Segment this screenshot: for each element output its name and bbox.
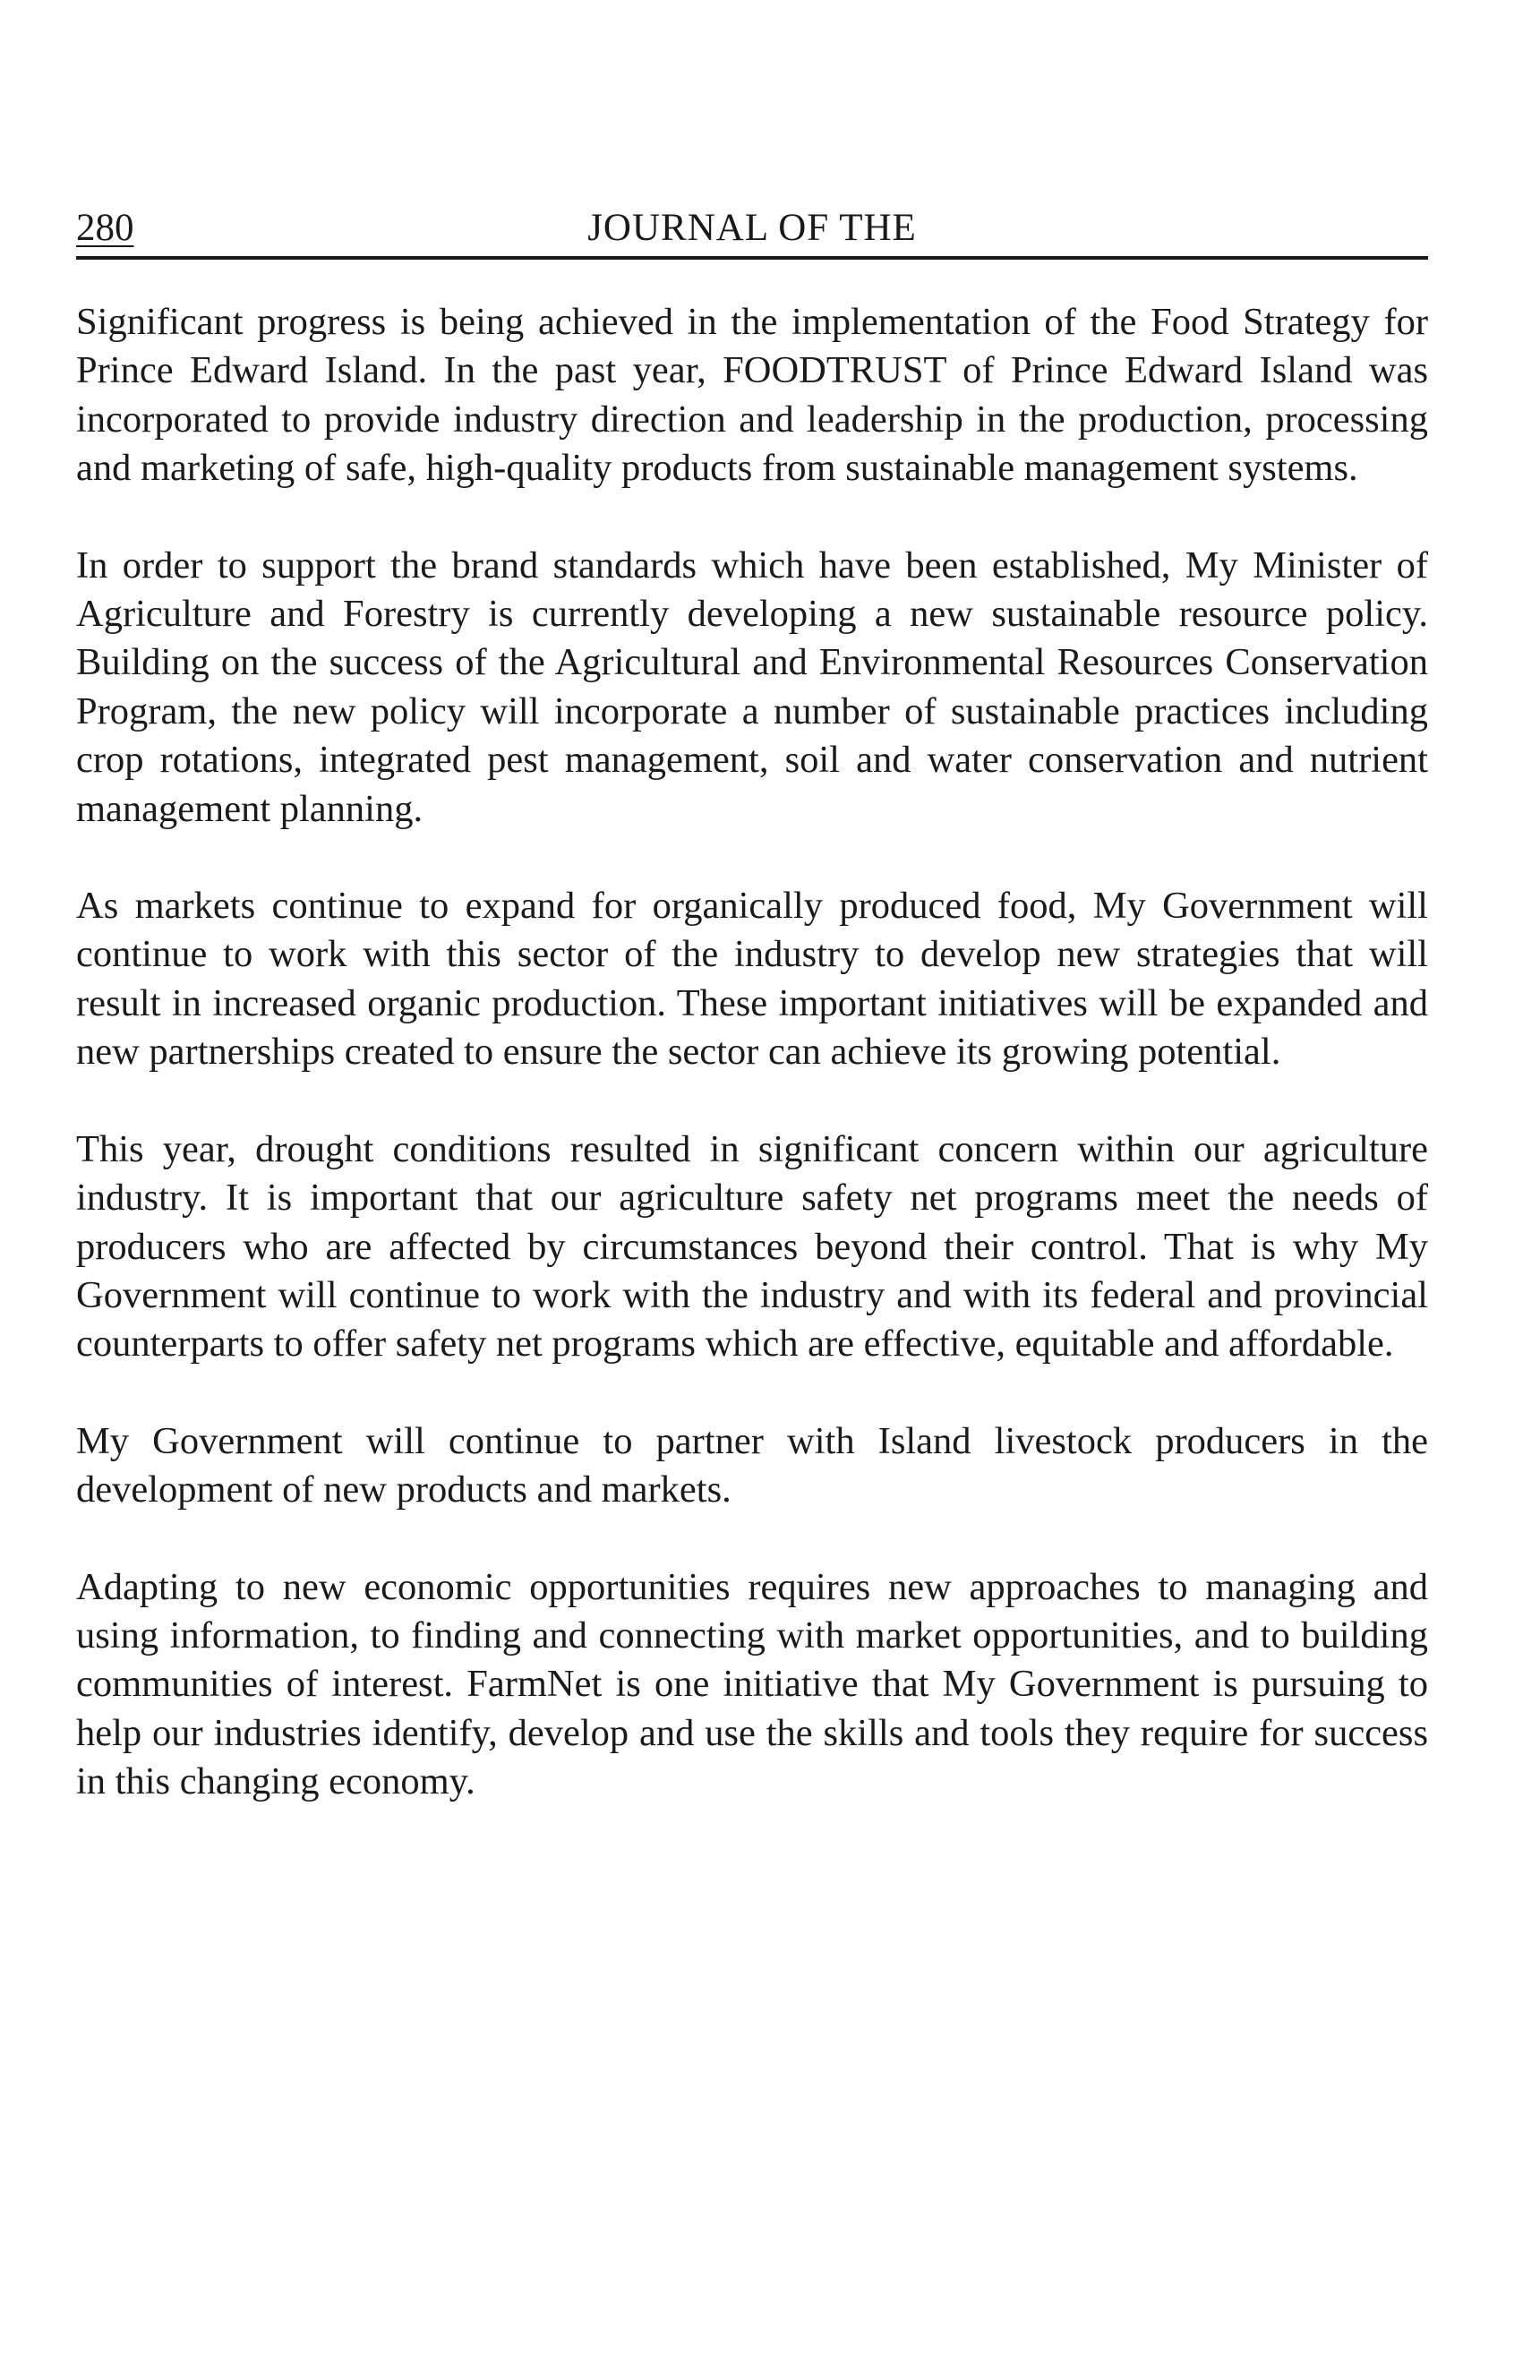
paragraph-organic-production: As markets continue to expand for organically produced food, My Government will continue to work with this sector of the industry to develop new strategies that will result in increased organic production. These important initiatives will be expanded and new partnerships created to ensure the sector can achieve its growing potential. [76,885,1428,1074]
page-number: 280 [76,207,134,249]
paragraph-drought-safety-net: This year, drought conditions resulted in significant concern within our agriculture industry. It is important that our agriculture safety net programs meet the needs of producers who are affected by circumstances beyond their control. That is why My Government will continue to work with the industry and with its federal and provincial counterparts to offer safety net programs which are effective, equitable and affordable. [76,1127,1428,1366]
running-header [76,199,1428,260]
journal-title: JOURNAL OF THE [587,207,917,249]
paragraph-livestock-producers: My Government will continue to partner with Island livestock producers in the development of new products and markets. [76,1419,1428,1511]
paragraph-food-strategy: Significant progress is being achieved in the implementation of the Food Strategy for Prince Edward Island. In the past year, FOODTRUST of Prince Edward Island was incorporated to provide industry direction and leadership in the production, processing and marketing of safe, high-quality products from sustainable management systems. [76,301,1428,490]
body-text [76,298,1428,1807]
document-page [76,199,1428,1855]
paragraph-sustainable-resource-policy: In order to support the brand standards which have been established, My Minister of Agriculture and Forestry is currently developing a new sustainable resource policy. Building on the success of the Agricultural and Environmental Resources Conservation Program, the new policy will incorporate a number of sustainable practices including crop rotations, integrated pest management, soil and water conservation and nutrient management planning. [76,544,1428,830]
paragraph-farmnet: Adapting to new economic opportunities requires new approaches to managing and using information, to finding and connecting with market opportunities, and to building communities of interest. FarmNet is one initiative that My Government is pursuing to help our industries identify, develop and use the skills and tools they require for success in this changing economy. [76,1565,1428,1803]
